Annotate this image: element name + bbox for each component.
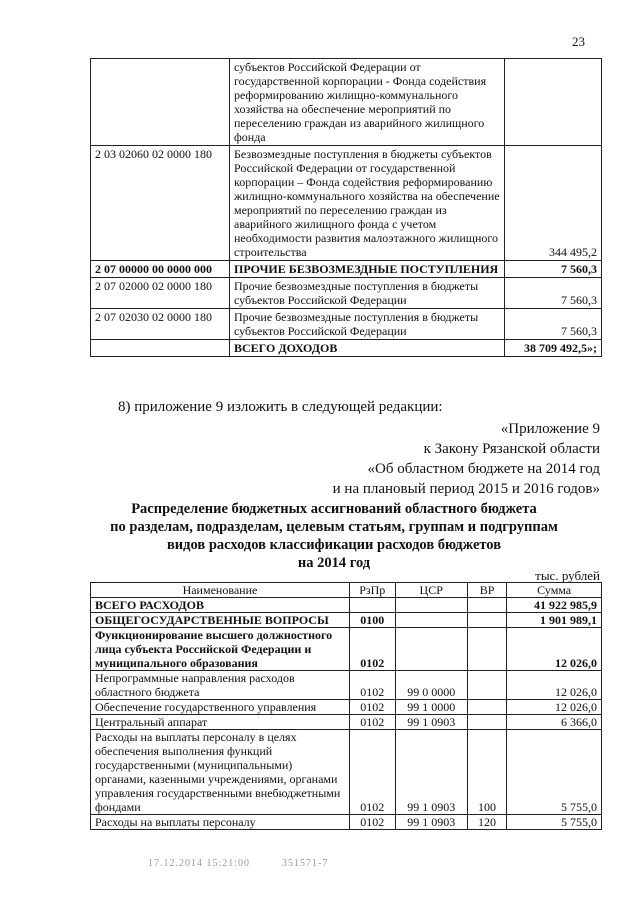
- expense-name: Непрограммные направления расходов областного бюджета: [91, 671, 350, 700]
- expense-csr: 99 0 0000: [395, 671, 467, 700]
- table-header-row: [91, 583, 602, 598]
- table-row: [91, 340, 602, 357]
- expense-rzpr: 0102: [349, 730, 395, 815]
- income-amount: 344 495,2: [505, 146, 602, 261]
- appendix-line-4: и на плановый период 2015 и 2016 годов»: [332, 481, 600, 497]
- units-label: тыс. рублей: [535, 568, 600, 583]
- instruction-text: 8) приложение 9 изложить в следующей редакции:: [118, 399, 443, 415]
- footer-timestamp: 17.12.2014 15:21:00: [148, 858, 251, 869]
- expense-vr: [467, 700, 506, 715]
- income-name: Безвозмездные поступления в бюджеты субъектов Российской Федерации от государственной корпорации – Фонда содействия реформированию жилищно-коммунального хозяйства на обеспечение мероприятий по переселению граждан из аварийного жилищного фонда с учетом необходимости развития малоэтажного жилищного строительства: [230, 146, 505, 261]
- expense-csr: [395, 598, 467, 613]
- table-row: [91, 309, 602, 340]
- expense-sum: 6 366,0: [507, 715, 602, 730]
- expense-csr: 99 1 0000: [395, 700, 467, 715]
- expense-sum: 5 755,0: [507, 730, 602, 815]
- expense-name: ОБЩЕГОСУДАРСТВЕННЫЕ ВОПРОСЫ: [91, 613, 350, 628]
- expense-name: Обеспечение государственного управления: [91, 700, 350, 715]
- header-csr: ЦСР: [395, 583, 467, 598]
- income-name: ВСЕГО ДОХОДОВ: [230, 340, 505, 357]
- heading-line-4: на 2014 год: [297, 555, 371, 571]
- expense-rzpr: 0102: [349, 700, 395, 715]
- expense-name: Функционирование высшего должностного лица субъекта Российской Федерации и муниципального образования: [91, 628, 350, 671]
- expense-rzpr: 0102: [349, 671, 395, 700]
- heading-line-2: по разделам, подразделам, целевым статьям, группам и подгруппам: [110, 519, 558, 535]
- expense-rzpr: [349, 598, 395, 613]
- table-row: [91, 146, 602, 261]
- expense-vr: [467, 715, 506, 730]
- heading-line-1: Распределение бюджетных ассигнований областного бюджета: [131, 501, 537, 517]
- expense-sum: 12 026,0: [507, 671, 602, 700]
- table-row: [91, 730, 602, 815]
- income-name: ПРОЧИЕ БЕЗВОЗМЕЗДНЫЕ ПОСТУПЛЕНИЯ: [230, 261, 505, 278]
- table-row: [91, 700, 602, 715]
- expense-rzpr: 0100: [349, 613, 395, 628]
- appendix-line-3: «Об областном бюджете на 2014 год: [367, 461, 600, 477]
- income-code: 2 07 02030 02 0000 180: [91, 309, 230, 340]
- expense-sum: 12 026,0: [507, 628, 602, 671]
- appendix-line-1: «Приложение 9: [500, 421, 600, 437]
- expense-vr: [467, 671, 506, 700]
- header-sum: Сумма: [507, 583, 602, 598]
- table-row: [91, 671, 602, 700]
- table-row: [91, 278, 602, 309]
- expense-vr: 100: [467, 730, 506, 815]
- expense-csr: 99 1 0903: [395, 715, 467, 730]
- expense-csr: 99 1 0903: [395, 730, 467, 815]
- income-name: субъектов Российской Федерации от государственной корпорации - Фонда содействия реформированию жилищно-коммунального хозяйства на обеспечение мероприятий по переселению граждан из аварийного жилищного фонда: [230, 59, 505, 146]
- income-code: [91, 59, 230, 146]
- expense-csr: 99 1 0903: [395, 815, 467, 830]
- header-name: Наименование: [91, 583, 350, 598]
- expense-vr: 120: [467, 815, 506, 830]
- income-name: Прочие безвозмездные поступления в бюджеты субъектов Российской Федерации: [230, 278, 505, 309]
- header-rzpr: РзПр: [349, 583, 395, 598]
- expense-name: Расходы на выплаты персоналу в целях обеспечения выполнения функций государственными (муниципальными) органами, казенными учреждениями, органами управления государственными внебюджетными фондами: [91, 730, 350, 815]
- expense-csr: [395, 613, 467, 628]
- income-amount: 7 560,3: [505, 309, 602, 340]
- table-row: [91, 815, 602, 830]
- expense-sum: 41 922 985,9: [507, 598, 602, 613]
- heading-line-3: видов расходов классификации расходов бюджетов: [166, 537, 502, 553]
- table-row: [91, 715, 602, 730]
- header-vr: ВР: [467, 583, 506, 598]
- expense-table: [90, 582, 602, 830]
- expense-sum: 12 026,0: [507, 700, 602, 715]
- expense-name: ВСЕГО РАСХОДОВ: [91, 598, 350, 613]
- expense-sum: 5 755,0: [507, 815, 602, 830]
- table-row: [91, 613, 602, 628]
- table-row: [91, 59, 602, 146]
- expense-rzpr: 0102: [349, 715, 395, 730]
- footer-doc-id: 351571-7: [282, 858, 329, 869]
- expense-name: Расходы на выплаты персоналу: [91, 815, 350, 830]
- income-amount: 38 709 492,5»;: [505, 340, 602, 357]
- expense-name: Центральный аппарат: [91, 715, 350, 730]
- expense-vr: [467, 628, 506, 671]
- income-code: [91, 340, 230, 357]
- appendix-line-2: к Закону Рязанской области: [423, 441, 600, 457]
- expense-vr: [467, 613, 506, 628]
- income-code: 2 03 02060 02 0000 180: [91, 146, 230, 261]
- expense-vr: [467, 598, 506, 613]
- table-row: [91, 628, 602, 671]
- expense-rzpr: 0102: [349, 628, 395, 671]
- income-table: [90, 58, 602, 357]
- table-row: [91, 598, 602, 613]
- expense-rzpr: 0102: [349, 815, 395, 830]
- income-amount: 7 560,3: [505, 261, 602, 278]
- income-code: 2 07 00000 00 0000 000: [91, 261, 230, 278]
- income-amount: [505, 59, 602, 146]
- expense-sum: 1 901 989,1: [507, 613, 602, 628]
- income-name: Прочие безвозмездные поступления в бюджеты субъектов Российской Федерации: [230, 309, 505, 340]
- income-amount: 7 560,3: [505, 278, 602, 309]
- income-code: 2 07 02000 02 0000 180: [91, 278, 230, 309]
- expense-csr: [395, 628, 467, 671]
- table-row: [91, 261, 602, 278]
- page-number: 23: [572, 34, 585, 49]
